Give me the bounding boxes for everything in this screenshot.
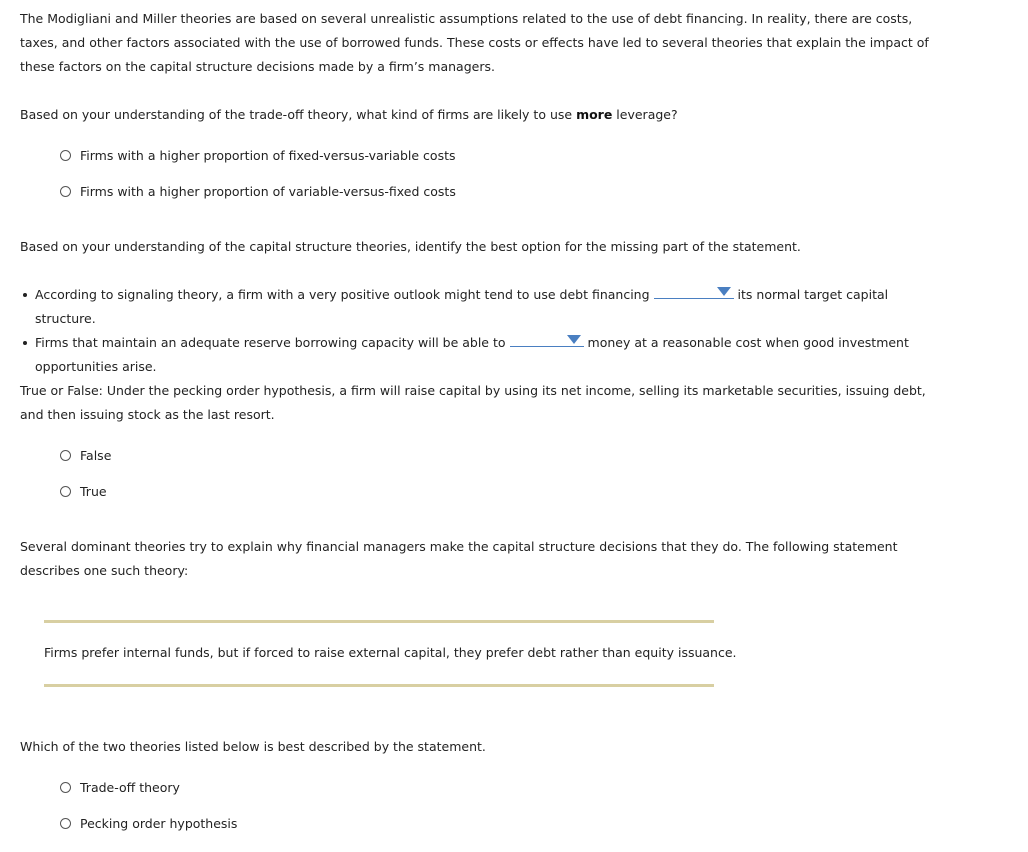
- q4-option-2[interactable]: [60, 813, 237, 833]
- q3-option-2-label: True: [80, 483, 107, 499]
- intro-paragraph: The Modigliani and Miller theories are based on several unrealistic assumptions related to the use of debt financing. In reality, there are costs, taxes, and other factors associated with the use of borrowed funds. These costs or effects have led to several theories that explain the impact of these factors on the capital structure decisions made by a firm’s managers.: [20, 11, 929, 74]
- quote-top-divider: [44, 620, 714, 623]
- quote-bottom-divider: [44, 684, 714, 687]
- q4-option-1-label: Trade-off theory: [80, 779, 180, 795]
- q2-statement-1-text-before: According to signaling theory, a firm with a very positive outlook might tend to use debt financing: [35, 287, 650, 302]
- q3-option-1[interactable]: [60, 445, 111, 465]
- q2-statement-2-dropdown[interactable]: [510, 332, 584, 347]
- q2-statement-2-text-after: money at a reasonable cost when good investment opportunities arise.: [35, 335, 909, 374]
- radio-button[interactable]: [60, 486, 71, 497]
- q4-option-1[interactable]: [60, 777, 180, 797]
- q3-option-2[interactable]: [60, 481, 107, 501]
- q4-option-2-label: Pecking order hypothesis: [80, 815, 238, 831]
- q2-statements: [20, 283, 940, 379]
- q2-statement-1-text-after: its normal target capital structure.: [35, 287, 889, 326]
- q4-statement: Firms prefer internal funds, but if forced to raise external capital, they prefer debt rather than equity issuance.: [44, 645, 737, 660]
- q1-prompt-emphasis: more: [576, 107, 613, 122]
- q1-prompt: [20, 103, 940, 127]
- bullet-icon: [23, 293, 27, 297]
- q1-option-2[interactable]: [60, 181, 456, 201]
- bullet-icon: [23, 341, 27, 345]
- radio-button[interactable]: [60, 186, 71, 197]
- q4-intro: Several dominant theories try to explain why financial managers make the capital structure decisions that they do. The following statement describes one such theory:: [20, 539, 898, 578]
- radio-button[interactable]: [60, 450, 71, 461]
- q2-statement-1-dropdown[interactable]: [654, 284, 734, 299]
- q1-option-2-label: Firms with a higher proportion of variable-versus-fixed costs: [80, 183, 456, 199]
- q1-prompt-text: Based on your understanding of the trade-off theory, what kind of firms are likely to use: [20, 107, 577, 122]
- radio-button[interactable]: [60, 782, 71, 793]
- radio-button[interactable]: [60, 150, 71, 161]
- q2-statement-2-text-before: Firms that maintain an adequate reserve borrowing capacity will be able to: [35, 335, 506, 350]
- q1-prompt-end: leverage?: [612, 107, 678, 122]
- q1-option-1[interactable]: [60, 145, 456, 165]
- q3-prompt: True or False: Under the pecking order hypothesis, a firm will raise capital by using its net income, selling its marketable securities, issuing debt, and then issuing stock as the last resort.: [20, 383, 926, 422]
- q4-prompt: Which of the two theories listed below is best described by the statement.: [20, 739, 486, 754]
- q3-option-1-label: False: [80, 447, 112, 463]
- chevron-down-icon: [717, 287, 731, 296]
- q2-statement-2: [20, 331, 940, 379]
- chevron-down-icon: [567, 335, 581, 344]
- q2-prompt: Based on your understanding of the capital structure theories, identify the best option for the missing part of the statement.: [20, 239, 801, 254]
- radio-button[interactable]: [60, 818, 71, 829]
- q2-statement-1: [20, 283, 940, 331]
- q1-option-1-label: Firms with a higher proportion of fixed-versus-variable costs: [80, 147, 456, 163]
